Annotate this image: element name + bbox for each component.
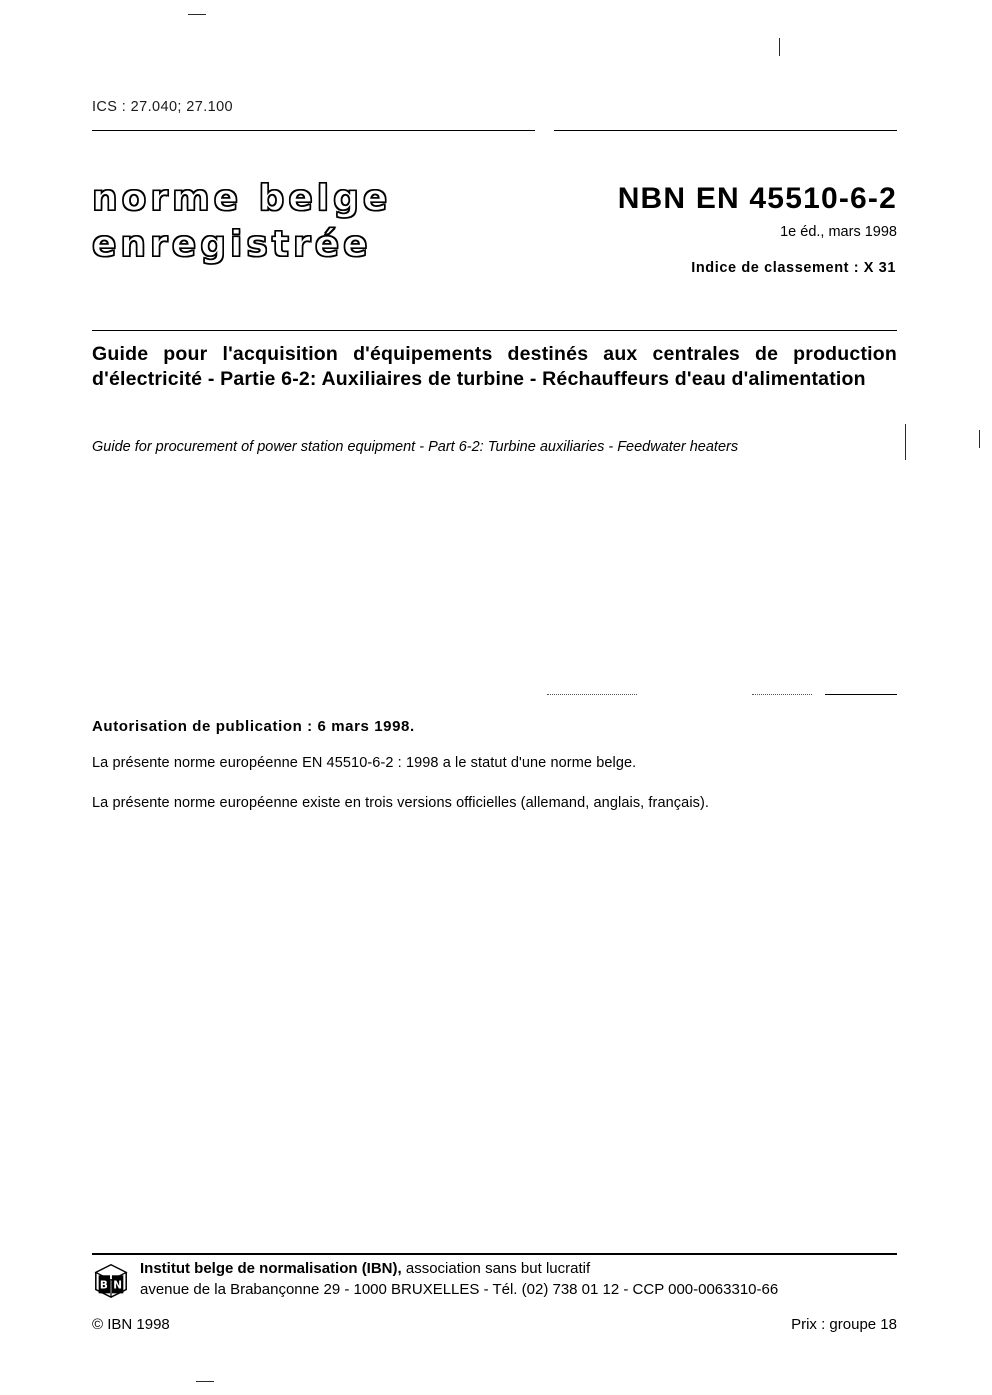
footer-separator-rule [92, 1253, 897, 1255]
mid-rule-right [825, 694, 897, 695]
footer-institute-block [140, 1258, 778, 1300]
registration-tick [979, 430, 980, 448]
document-title-french: Guide pour l'acquisition d'équipements destinés aux centrales de production d'électricité - Partie 6-2: Auxiliaires de turbine - Réchauffeurs d'eau d'alimentation [92, 343, 897, 390]
footer-institute-suffix: association sans but lucratif [401, 1260, 591, 1277]
standard-edition: 1e éd., mars 1998 [780, 224, 897, 240]
ibn-logo-icon [92, 1262, 130, 1300]
organisation-line-2: enregistrée [92, 224, 372, 265]
classification-index: Indice de classement : X 31 [691, 260, 896, 276]
header-rule-right [554, 130, 897, 131]
page-content [92, 0, 897, 1395]
document-title-english: Guide for procurement of power station equipment - Part 6-2: Turbine auxiliaries - Feedwater heaters [92, 439, 739, 455]
price-group: Prix : groupe 18 [791, 1316, 897, 1333]
organisation-line-1: norme belge [92, 178, 392, 219]
copyright-notice: © IBN 1998 [92, 1316, 170, 1333]
footer-address-line: avenue de la Brabançonne 29 - 1000 BRUXELLES - Tél. (02) 738 01 12 - CCP 000-0063310-66 [140, 1281, 779, 1298]
mid-rule-dotted-left [547, 694, 637, 695]
statement-versions: La présente norme européenne existe en trois versions officielles (allemand, anglais, français). [92, 795, 710, 811]
mid-rule-dotted-center [752, 694, 812, 695]
publication-authorisation: Autorisation de publication : 6 mars 1998. [92, 718, 415, 735]
svg-text:N: N [113, 1279, 123, 1292]
statement-status: La présente norme européenne EN 45510-6-2 : 1998 a le statut d'une norme belge. [92, 755, 637, 771]
svg-text:B: B [99, 1279, 108, 1292]
ics-code: ICS : 27.040; 27.100 [92, 99, 234, 115]
header-rule-left [92, 130, 535, 131]
page-edge-mark [905, 424, 906, 460]
footer-institute-name: Institut belge de normalisation (IBN), [140, 1260, 402, 1277]
footer-institute-line [140, 1258, 778, 1279]
title-separator-rule [92, 330, 897, 331]
standard-reference-code: NBN EN 45510-6-2 [617, 182, 897, 215]
